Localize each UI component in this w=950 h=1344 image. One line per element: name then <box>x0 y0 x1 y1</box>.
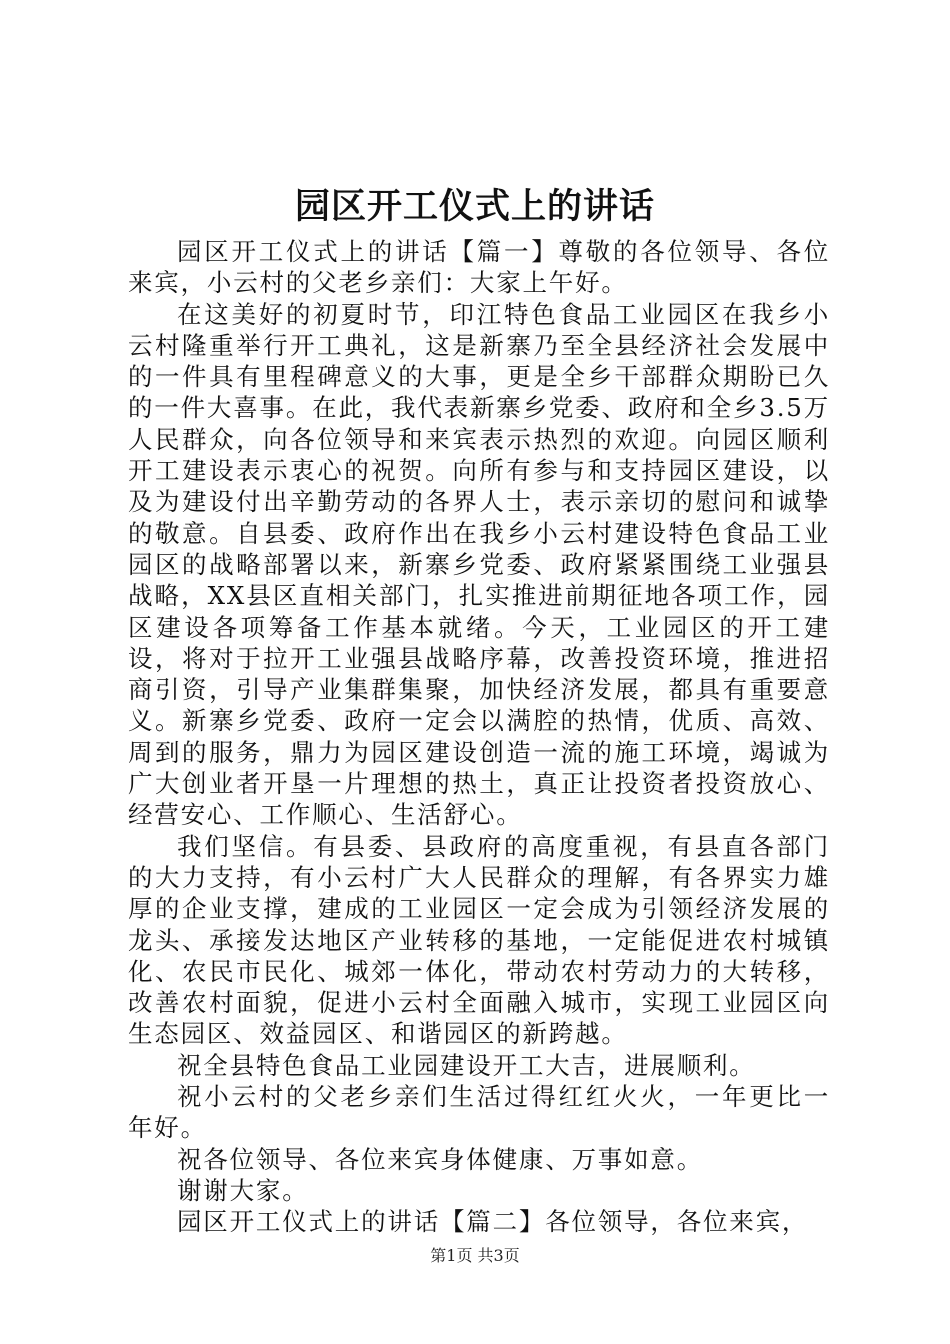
document-title: 园区开工仪式上的讲话 <box>294 187 655 227</box>
paragraph: 祝小云村的父老乡亲们生活过得红红火火，一年更比一年好。 <box>128 1082 830 1143</box>
paragraph: 我们坚信。有县委、县政府的高度重视，有县直各部门的大力支持，有小云村广大人民群众的理解，有各界实力雄厚的企业支撑，建成的工业园区一定会成为引领经济发展的龙头、承接发达地区产业转移的基地，一定能促进农村城镇化、农民市民化、城郊一体化，带动农村劳动力的大转移，改善农村面貌，促进小云村全面融入城市，实现工业园区向生态园区、效益园区、和谐园区的新跨越。 <box>128 831 830 1049</box>
paragraph: 在这美好的初夏时节，印江特色食品工业园区在我乡小云村隆重举行开工典礼，这是新寨乃至全县经济社会发展中的一件具有里程碑意义的大事，更是全乡干部群众期盼已久的一件大喜事。在此，我代表新寨乡党委、政府和全乡3.5万人民群众，向各位领导和来宾表示热烈的欢迎。向园区顺利开工建设表示衷心的祝贺。向所有参与和支持园区建设，以及为建设付出辛勤劳动的各界人士，表示亲切的慰问和诚挚的敬意。自县委、政府作出在我乡小云村建设特色食品工业园区的战略部署以来，新寨乡党委、政府紧紧围绕工业强县战略，XX县区直相关部门，扎实推进前期征地各项工作，园区建设各项筹备工作基本就绪。今天，工业园区的开工建设，将对于拉开工业强县战略序幕，改善投资环境，推进招商引资，引导产业集群集聚，加快经济发展，都具有重要意义。新寨乡党委、政府一定会以满腔的热情，优质、高效、周到的服务，鼎力为园区建设创造一流的施工环境，竭诚为广大创业者开垦一片理想的热土，真正让投资者投资放心、经营安心、工作顺心、生活舒心。 <box>128 299 830 830</box>
paragraph: 祝全县特色食品工业园建设开工大吉，进展顺利。 <box>177 1050 756 1080</box>
paragraph: 谢谢大家。 <box>177 1175 309 1205</box>
paragraph: 祝各位领导、各位来宾身体健康、万事如意。 <box>177 1144 703 1174</box>
paragraph: 园区开工仪式上的讲话【篇二】各位领导，各位来宾， <box>177 1207 809 1237</box>
document-body <box>128 236 830 1238</box>
paragraph: 园区开工仪式上的讲话【篇一】尊敬的各位领导、各位来宾，小云村的父老乡亲们：大家上午好。 <box>128 237 830 298</box>
page-number-footer: 第1页 共3页 <box>430 1246 520 1265</box>
